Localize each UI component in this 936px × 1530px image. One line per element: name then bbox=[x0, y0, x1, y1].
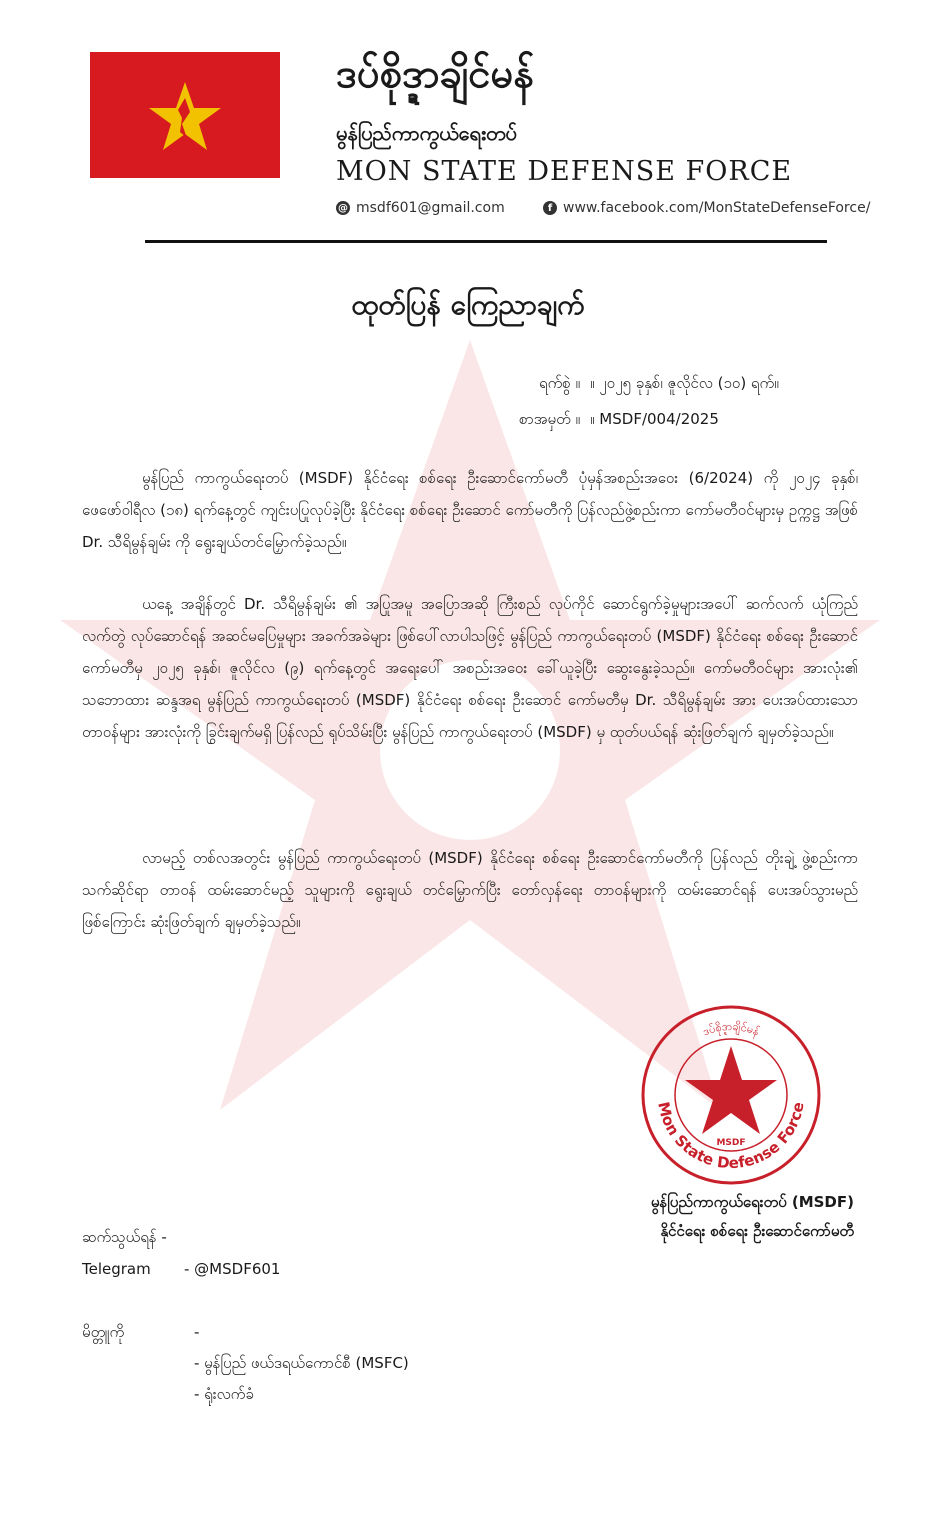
reference-value: ။ MSDF/004/2025 bbox=[590, 410, 719, 428]
cc-item-msfc: - မွန်ပြည် ဖယ်ဒရယ်ကောင်စီ (MSFC) bbox=[194, 1354, 409, 1372]
org-name-english: MON STATE DEFENSE FORCE bbox=[336, 156, 793, 187]
cc-item-office: - ရုံးလက်ခံ bbox=[194, 1385, 254, 1403]
facebook-url[interactable]: www.facebook.com/MonStateDefenseForce/ bbox=[563, 200, 871, 216]
signature-committee: နိုင်ငံရေး စစ်ရေး ဦးဆောင်ကော်မတီ bbox=[660, 1222, 854, 1240]
cc-label: မိတ္တူကို bbox=[82, 1323, 125, 1341]
email-address[interactable]: msdf601@gmail.com bbox=[356, 200, 505, 216]
date-value: ။ ၂၀၂၅ ခုနှစ်၊ ဇူလိုင်လ (၁၀) ရက်။ bbox=[590, 374, 779, 392]
email-contact[interactable] bbox=[336, 200, 505, 216]
header-divider bbox=[145, 240, 827, 243]
date-row bbox=[380, 374, 779, 396]
seal-top-text: ဒပ်စိုဒ္ဍာချိင်မန် bbox=[700, 1019, 762, 1039]
facebook-icon: f bbox=[543, 201, 557, 215]
facebook-contact[interactable] bbox=[543, 200, 870, 216]
document-title: ထုတ်ပြန် ကြေညာချက် bbox=[351, 288, 585, 321]
email-icon: @ bbox=[338, 202, 348, 214]
paragraph-1: မွန်ပြည် ကာကွယ်ရေးတပ် (MSDF) နိုင်ငံရေး စစ်ရေး ဦးဆောင်ကော်မတီ ပုံမှန်အစည်းအဝေး (6/2024) ကို ၂၀၂၄ ခုနှစ်၊ ဖေဖော်ဝါရီလ (၁၈) ရက်နေ့တွင် ကျင်းပပြုလုပ်ခဲ့ပြီး နိုင်ငံရေး စစ်ရေး ဦးဆောင် ကော်မတီကို ပြန်လည်ဖွဲ့စည်းကာ ကော်မတီဝင်များမှ ဥက္ကဋ္ဌ အဖြစ် Dr. သီရိမွန်ချမ်း ကို ရွေးချယ်တင်မြှောက်ခဲ့သည်။ bbox=[82, 469, 858, 551]
msdf-flag-logo bbox=[90, 52, 280, 178]
telegram-label: Telegram bbox=[82, 1260, 151, 1278]
svg-text:ဒပ်စိုဒ္ဍာချိင်မန် bbox=[701, 1020, 761, 1040]
org-name-burmese: မွန်ပြည်ကာကွယ်ရေးတပ် bbox=[336, 121, 517, 145]
official-seal bbox=[636, 1000, 826, 1190]
date-label: ရက်စွဲ ။ bbox=[538, 374, 580, 392]
signature-org: မွန်ပြည်ကာကွယ်ရေးတပ် (MSDF) bbox=[650, 1193, 854, 1211]
reference-label: စာအမှတ် ။ bbox=[519, 410, 580, 428]
paragraph-2: ယနေ့ အချိန်တွင် Dr. သီရိမွန်ချမ်း ၏ အပြုအမူ အပြောအဆို ကြီးစည် လုပ်ကိုင် ဆောင်ရွက်ခဲ့မှုများအပေါ် ဆက်လက် ယုံကြည် လက်တွဲ လုပ်ဆောင်ရန် အဆင်မပြေမှုများ အခက်အခဲများ ဖြစ်ပေါ်လာပါသဖြင့် မွန်ပြည် ကာကွယ်ရေးတပ် (MSDF) နိုင်ငံရေး စစ်ရေး ဦးဆောင်ကော်မတီမှ ၂၀၂၅ ခုနှစ်၊ ဇူလိုင်လ (၉) ရက်နေ့တွင် အရေးပေါ် အစည်းအဝေး ခေါ်ယူခဲ့ပြီး ဆွေးနွေးခဲ့သည်။ ကော်မတီဝင်များ အားလုံး၏ သဘောထား ဆန္ဒအရ မွန်ပြည် ကာကွယ်ရေးတပ် (MSDF) နိုင်ငံရေး စစ်ရေး ဦးဆောင် ကော်မတီမှ Dr. သီရိမွန်ချမ်း အား ပေးအပ်ထားသော တာဝန်များ အားလုံးကို ခြွင်းချက်မရှိ ပြန်လည် ရုပ်သိမ်းပြီး မွန်ပြည် ကာကွယ်ရေးတပ် (MSDF) မှ ထုတ်ပယ်ရန် ဆုံးဖြတ်ချက် ချမှတ်ခဲ့သည်။ bbox=[82, 595, 858, 741]
seal-bottom-text: Mon State Defense Force bbox=[654, 1100, 808, 1173]
seal-center-text: MSDF bbox=[716, 1138, 746, 1148]
reference-row bbox=[380, 410, 719, 432]
telegram-handle[interactable]: - @MSDF601 bbox=[184, 1260, 281, 1278]
org-name-mon: ဒပ်စိုဒ္ဍာချိင်မန် bbox=[336, 51, 535, 97]
cc-dash: - bbox=[194, 1323, 200, 1341]
contact-label: ဆက်သွယ်ရန် - bbox=[82, 1228, 167, 1246]
paragraph-3: လာမည့် တစ်လအတွင်း မွန်ပြည် ကာကွယ်ရေးတပ် (MSDF) နိုင်ငံရေး စစ်ရေး ဦးဆောင်ကော်မတီကို ပြန်လည် တိုးချဲ့ ဖွဲ့စည်းကာ သက်ဆိုင်ရာ တာဝန် ထမ်းဆောင်မည့် သူများကို ရွေးချယ် တင်မြှောက်ပြီး တော်လှန်ရေး တာဝန်များကို ထမ်းဆောင်ရန် ပေးအပ်သွားမည် ဖြစ်ကြောင်း ဆုံးဖြတ်ချက် ချမှတ်ခဲ့သည်။ bbox=[82, 849, 858, 931]
